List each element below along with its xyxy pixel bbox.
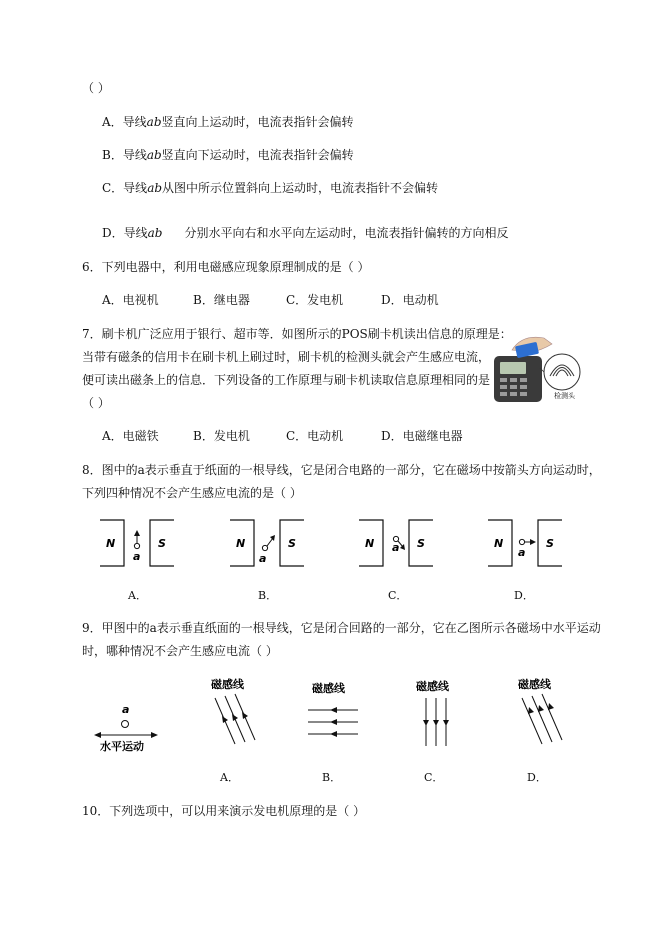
detector-magnify-circle: [544, 354, 580, 390]
south-pole-label: S: [158, 537, 166, 550]
q7-stem-line1: 7．刷卡机广泛应用于银行、超市等．如图所示的POS刷卡机读出信息的原理是：: [82, 327, 512, 341]
q6-option-b[interactable]: B．继电器: [193, 293, 250, 307]
pos-card-reader-figure: [492, 328, 582, 408]
wire: [122, 721, 129, 728]
q8-figure-a[interactable]: [98, 518, 178, 570]
arrow-right-icon: [530, 539, 536, 545]
q9-caption-c: C．: [424, 771, 444, 784]
q7-option-b[interactable]: B．发电机: [193, 429, 250, 443]
q9-wire-motion-figure: [92, 702, 162, 752]
wire-label: a: [259, 552, 267, 565]
north-pole-label: N: [494, 537, 504, 550]
q9-caption-a: A．: [220, 771, 239, 784]
field-label: 磁感线: [416, 680, 449, 693]
wire-label: a: [133, 550, 141, 563]
q7-stem-line3: 便可读出磁条上的信息．下列设备的工作原理与刷卡机读取信息原理相同的是: [82, 373, 491, 387]
q5-option-d-post: 分别水平向右和水平向左运动时，电流表指针偏转的方向相反: [184, 226, 509, 240]
q7-option-c[interactable]: C．电动机: [286, 429, 344, 443]
q5-option-c-var: ab: [147, 181, 163, 195]
field-label: 磁感线: [312, 682, 345, 695]
north-pole-label: N: [106, 537, 116, 550]
q5-option-c-post: 从图中所示位置斜向上运动时，电流表指针不会偏转: [162, 181, 439, 195]
field-lines: [522, 694, 562, 744]
south-pole-label: S: [546, 537, 554, 550]
q5-option-d[interactable]: [102, 225, 508, 241]
q9-stem-line1: 9．甲图中的a表示垂直纸面的一根导线，它是闭合回路的一部分，它在乙图所示各磁场中水平运动: [82, 621, 601, 635]
q8-figure-b[interactable]: [228, 518, 308, 570]
q10-stem: 10．下列选项中，可以用来演示发电机原理的是（ ）: [82, 804, 366, 818]
q8-stem-line1: 8．图中的a表示垂直于纸面的一根导线，它是闭合电路的一部分，它在磁场中按箭头方向运动时，: [82, 463, 601, 477]
south-pole-label: S: [417, 537, 425, 550]
q8-stem-line2: 下列四种情况不会产生感应电流的是（ ）: [82, 486, 302, 500]
north-pole-label: N: [236, 537, 246, 550]
detector-label: 检测头: [554, 392, 575, 400]
q5-option-d-var: ab: [147, 226, 163, 240]
arrow-left-icon: [330, 707, 337, 737]
arrow-up-icon: [134, 530, 140, 536]
q5-option-b-post: 竖直向下运动时，电流表指针会偏转: [161, 148, 354, 162]
q5-paren: （ ）: [82, 81, 110, 95]
q5-option-a-var: ab: [146, 115, 162, 129]
q7-option-a[interactable]: A．电磁铁: [102, 429, 159, 443]
wire-label: a: [122, 703, 130, 716]
field-label: 磁感线: [211, 678, 244, 691]
q6-option-c[interactable]: C．发电机: [286, 293, 344, 307]
motion-label: 水平运动: [100, 740, 144, 753]
q5-option-a-post: 竖直向上运动时，电流表指针会偏转: [161, 115, 354, 129]
q8-figure-d[interactable]: [486, 518, 566, 570]
q5-option-a[interactable]: [102, 114, 354, 130]
q8-caption-a: A．: [128, 589, 147, 602]
arrow-down-icon: [423, 720, 449, 726]
q7-option-d[interactable]: D．电磁继电器: [381, 429, 463, 443]
arrow-up-right-icon: [270, 535, 275, 541]
q9-field-b[interactable]: [306, 680, 366, 750]
wire: [262, 545, 267, 550]
wire-label: a: [518, 546, 526, 559]
q7-paren: （ ）: [82, 396, 110, 410]
q5-option-d-pre: D．导线: [102, 226, 148, 240]
q5-option-c[interactable]: [102, 180, 438, 196]
q6-option-d[interactable]: D．电动机: [381, 293, 439, 307]
q9-caption-b: B．: [322, 771, 342, 784]
pos-keypad: [500, 378, 527, 396]
q9-field-c[interactable]: [412, 676, 472, 751]
q9-field-d[interactable]: [512, 676, 572, 751]
q5-option-b-var: ab: [146, 148, 162, 162]
south-pole-label: S: [288, 537, 296, 550]
arrow-left-icon: [94, 732, 101, 738]
q8-caption-b: B．: [258, 589, 278, 602]
pos-terminal-screen: [500, 362, 526, 374]
q5-option-a-pre: A．导线: [102, 115, 147, 129]
q6-option-a[interactable]: A．电视机: [102, 293, 159, 307]
wire-label: a: [392, 541, 400, 554]
q8-caption-d: D．: [514, 589, 534, 602]
q6-stem: 6．下列电器中，利用电磁感应现象原理制成的是（ ）: [82, 260, 370, 274]
q9-stem-line2: 时，哪种情况不会产生感应电流（ ）: [82, 644, 278, 658]
q8-figure-c[interactable]: [357, 518, 437, 570]
wire: [519, 539, 524, 544]
q8-caption-c: C．: [388, 589, 408, 602]
q5-option-b[interactable]: [102, 147, 354, 163]
field-label: 磁感线: [518, 678, 551, 691]
wire: [134, 543, 139, 548]
north-pole-label: N: [365, 537, 375, 550]
q5-option-b-pre: B．导线: [102, 148, 147, 162]
q9-field-a[interactable]: [205, 676, 265, 751]
q5-option-c-pre: C．导线: [102, 181, 148, 195]
arrow-down-icon: [222, 712, 248, 723]
q7-stem-line2: 当带有磁条的信用卡在刷卡机上刷过时，刷卡机的检测头就会产生感应电流，: [82, 350, 491, 364]
arrow-right-icon: [151, 732, 158, 738]
q9-caption-d: D．: [527, 771, 547, 784]
